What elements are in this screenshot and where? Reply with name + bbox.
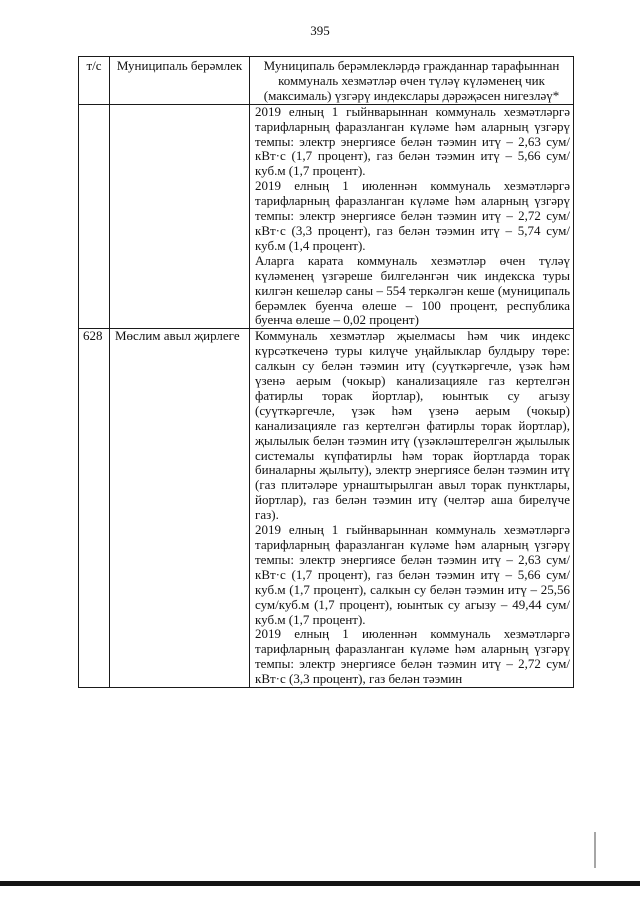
header-municipality: Муниципаль берәмлек [110,57,250,105]
paragraph: 2019 елның 1 гыйнварыннан коммуналь хезмәтләргә тарифларның фаразланган күләме һәм аларның үзгәрү темпы: электр энергиясе белән тәэмин итү – 2,63 сум/кВт·с (1,7 процент), газ белән тәэмин итү – 5,66 сум/куб.м (1,7 процент). [255,103,570,179]
row-municipality [110,104,250,329]
row-municipality: Мөслим авыл җирлеге [110,329,250,688]
paragraph: Аларга карата коммуналь хезмәтләр өчен түләү күләменең үзгәреше билгеләнгән чик индекска туры килгән кешеләр саны – 554 теркәлгән кеше (муниципаль берәмлек буенча өлеше – 100 процент, республика буенча өлеше – 0,02 процент) [255,252,570,328]
page-number: 395 [310,23,330,38]
scan-artifact [594,832,596,868]
paragraph: 2019 елның 1 июленнән коммуналь хезмәтләргә тарифларның фаразланган күләме һәм аларның үзгәрү темпы: электр энергиясе белән тәэмин итү – 2,72 сум/кВт·с (3,3 процент), газ белән тәэмин [255,626,570,687]
paragraph: Коммуналь хезмәтләр җыелмасы һәм чик индекс күрсәткеченә туры килүче уңайлыклар булдыру төре: салкын су белән тәэмин итү (суүткәргечле, үзәк һәм үзенә аерым (чокыр) канализацияле газ кертелгән фатирлы торак йортлар), юынтык су агызу (суүткәргечле, үзәк һәм үзенә аерым (чокыр) канализацияле газ кертелгән фатирлы торак йортлар), җылылык белән тәэмин итү (үзәкләштерелгән җылылык системалы күпфатирлы һәм торак йортларда торак биналарны җылыту), электр энергиясе белән тәэмин итү (газ плитәләре урнаштырылган авыл торак пунктлары, йортлар), газ белән тәэмин итү (челтәр аша бирелүче газ). [255,328,570,523]
table-header-row [79,57,574,105]
row-justification [250,329,574,688]
scan-bottom-edge [0,881,640,886]
table-row [79,329,574,688]
row-number: 628 [79,329,110,688]
table-row [79,104,574,329]
tariff-table [78,56,574,688]
header-justification: Муниципаль берәмлекләрдә гражданнар тарафыннан коммуналь хезмәтләр өчен түләү күләменең чик (максималь) үзгәрү индекслары дәрәҗәсен нигезләү* [250,57,574,105]
paragraph: 2019 елның 1 гыйнварыннан коммуналь хезмәтләргә тарифларның фаразланган күләме һәм аларның үзгәрү темпы: электр энергиясе белән тәэмин итү – 2,63 сум/кВт·с (1,7 процент), газ белән тәэмин итү – 5,66 сум/куб.м (1,7 процент), салкын су белән тәэмин итү – 25,56 сум/куб.м (1,7 процент), юынтык су агызу – 49,44 сум/куб.м (1,7 процент). [255,522,570,627]
row-number [79,104,110,329]
header-number: т/с [79,57,110,105]
paragraph: 2019 елның 1 июленнән коммуналь хезмәтләргә тарифларның фаразланган күләме һәм аларның үзгәрү темпы: электр энергиясе белән тәэмин итү – 2,72 сум/кВт·с (3,3 процент), газ белән тәэмин итү – 5,74 сум/куб.м (1,4 процент). [255,178,570,253]
row-justification [250,104,574,329]
